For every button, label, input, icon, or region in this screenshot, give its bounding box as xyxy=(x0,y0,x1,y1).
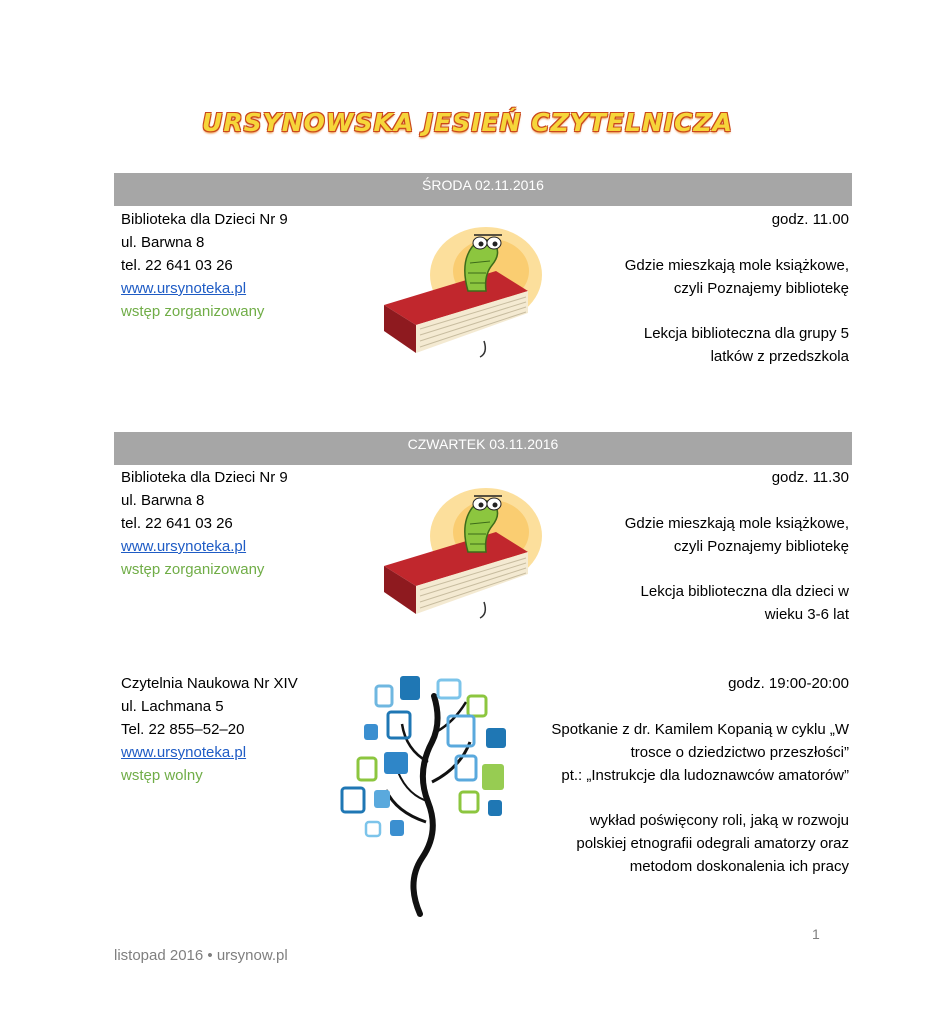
document-title: URSYNOWSKA JESIEŃ CZYTELNICZA xyxy=(202,108,733,137)
event-desc-line2: wieku 3-6 lat xyxy=(764,606,849,623)
venue-name: Czytelnia Naukowa Nr XIV xyxy=(121,675,298,692)
venue-link[interactable]: www.ursynoteka.pl xyxy=(121,280,247,297)
venue-name: Biblioteka dla Dzieci Nr 9 xyxy=(121,469,288,486)
tree-illustration xyxy=(336,672,522,918)
bookworm-illustration xyxy=(376,213,544,361)
page-footer: listopad 2016 • ursynow.pl xyxy=(114,947,288,964)
venue-street: ul. Barwna 8 xyxy=(121,234,205,251)
venue-name: Biblioteka dla Dzieci Nr 9 xyxy=(121,211,288,228)
event-title-line3: pt.: „Instrukcje dla ludoznawców amatorów” xyxy=(561,767,849,784)
entry-info: wstęp zorganizowany xyxy=(121,561,265,578)
event-title-line1: Spotkanie z dr. Kamilem Kopanią w cyklu „W xyxy=(551,721,849,738)
event-desc-line2: polskiej etnografii odegrali amatorzy oraz xyxy=(576,835,849,852)
entry-info: wstęp zorganizowany xyxy=(121,303,265,320)
bookworm-illustration xyxy=(376,474,544,622)
event-title-line1: Gdzie mieszkają mole książkowe, xyxy=(624,515,849,532)
event-time: godz. 19:00-20:00 xyxy=(728,675,849,692)
event-desc-line1: wykład poświęcony roli, jaką w rozwoju xyxy=(589,812,849,829)
venue-street: ul. Barwna 8 xyxy=(121,492,205,509)
event-time: godz. 11.30 xyxy=(771,469,849,486)
entry-info: wstęp wolny xyxy=(121,767,203,784)
page-number: 1 xyxy=(812,926,820,942)
day-header-wednesday: ŚRODA 02.11.2016 xyxy=(114,173,852,206)
venue-phone: tel. 22 641 03 26 xyxy=(121,257,233,274)
event-title-line2: czyli Poznajemy bibliotekę xyxy=(673,280,849,297)
venue-phone: tel. 22 641 03 26 xyxy=(121,515,233,532)
event-title-line2: czyli Poznajemy bibliotekę xyxy=(673,538,849,555)
event-desc-line1: Lekcja biblioteczna dla grupy 5 xyxy=(643,325,849,342)
venue-link[interactable]: www.ursynoteka.pl xyxy=(121,538,247,555)
event-desc-line1: Lekcja biblioteczna dla dzieci w xyxy=(640,583,849,600)
event-title-line1: Gdzie mieszkają mole książkowe, xyxy=(624,257,849,274)
venue-link[interactable]: www.ursynoteka.pl xyxy=(121,744,247,761)
venue-street: ul. Lachmana 5 xyxy=(121,698,224,715)
event-title-line2: trosce o dziedzictwo przeszłości” xyxy=(630,744,849,761)
event-desc-line2: latków z przedszkola xyxy=(710,348,849,365)
event-time: godz. 11.00 xyxy=(771,211,849,228)
event-desc-line3: metodom doskonalenia ich pracy xyxy=(629,858,849,875)
venue-phone: Tel. 22 855–52–20 xyxy=(121,721,245,738)
day-header-thursday: CZWARTEK 03.11.2016 xyxy=(114,432,852,465)
